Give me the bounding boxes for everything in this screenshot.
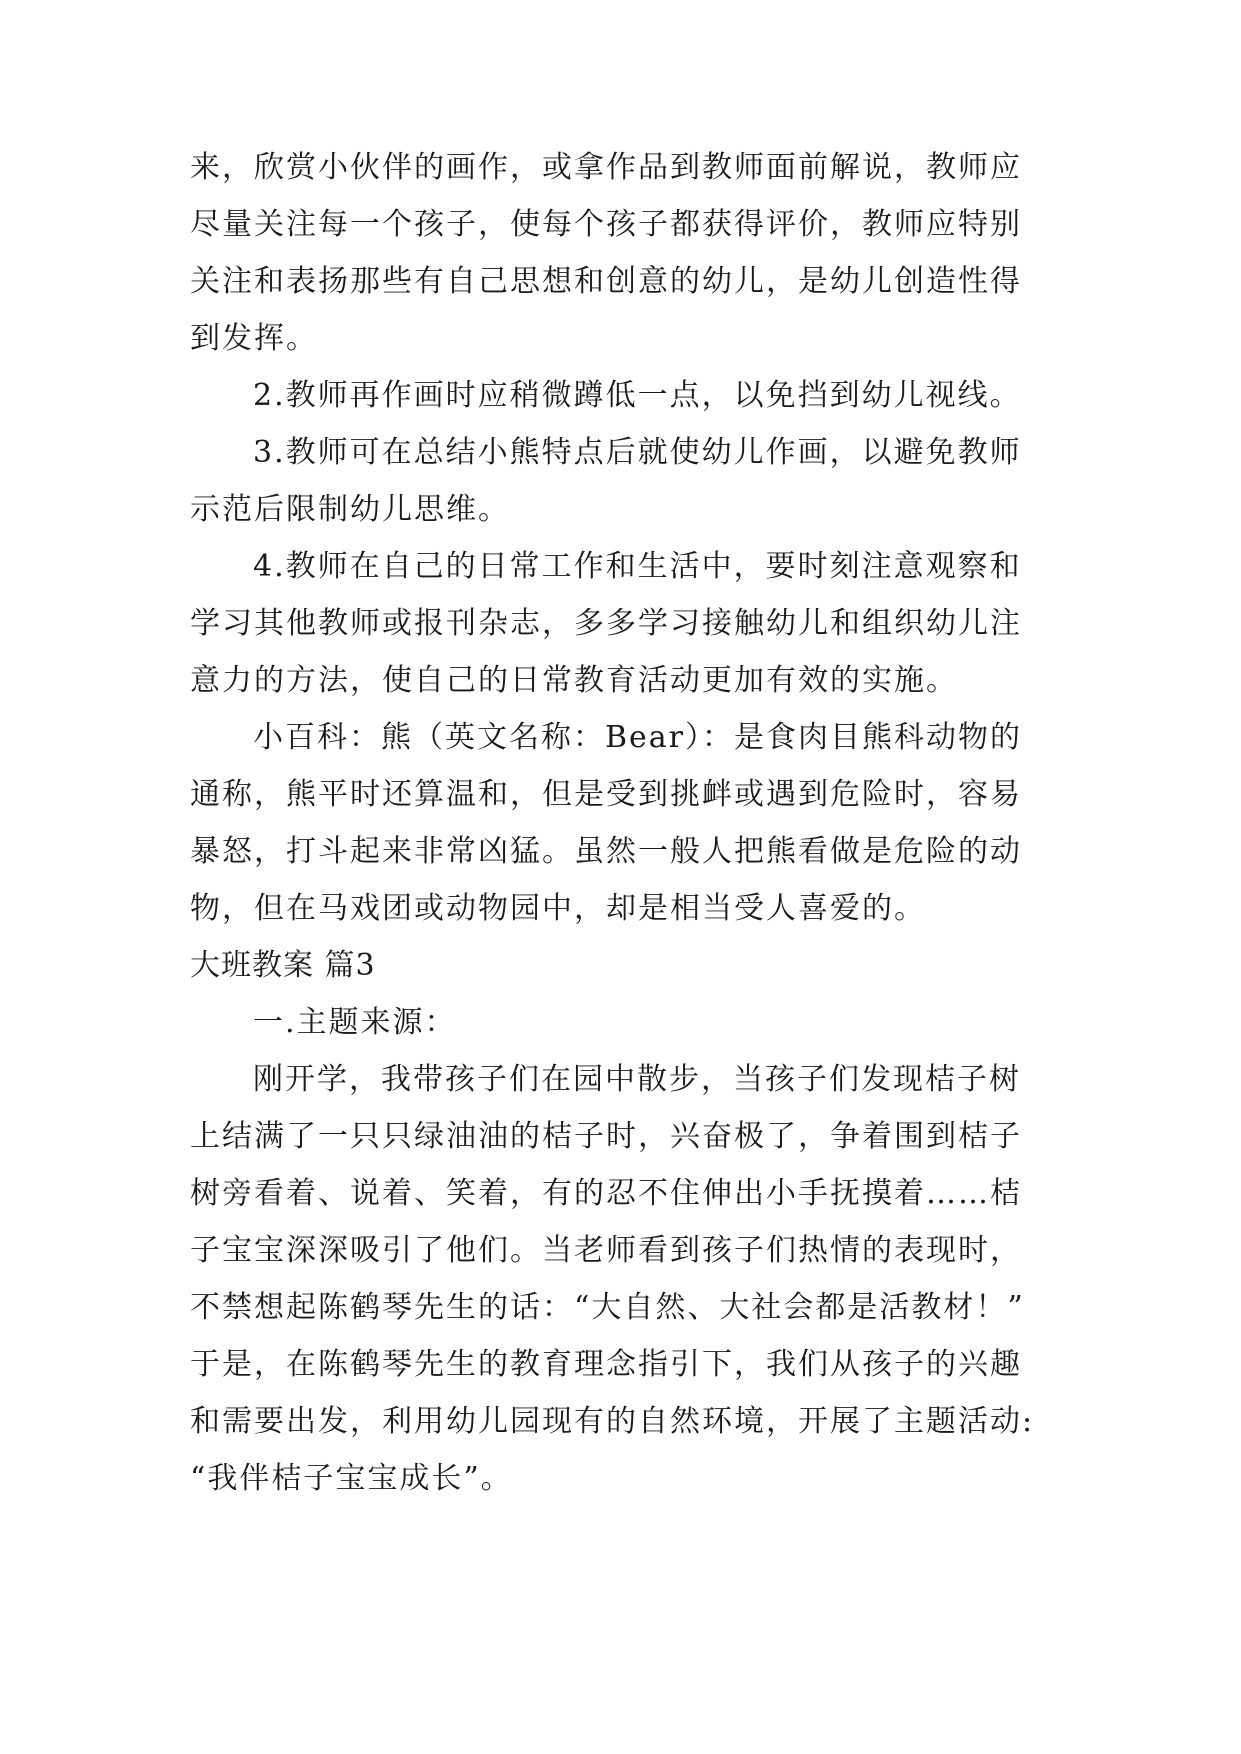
- text-line: 于是，在陈鹤琴先生的教育理念指引下，我们从孩子的兴趣: [190, 1347, 1022, 1382]
- text-line: 一.主题来源：: [253, 1005, 457, 1040]
- text-line: 小百科：熊（英文名称：Bear）：是食肉目熊科动物的: [253, 720, 1023, 755]
- text-line: 通称，熊平时还算温和，但是受到挑衅或遇到危险时，容易: [190, 777, 1022, 812]
- text-line: 3.教师可在总结小熊特点后就使幼儿作画，以避免教师: [253, 435, 1022, 470]
- text-line: 尽量关注每一个孩子，使每个孩子都获得评价，教师应特别: [190, 207, 1022, 242]
- text-line: 子宝宝深深吸引了他们。当老师看到孩子们热情的表现时，: [190, 1233, 1022, 1268]
- text-line: 不禁想起陈鹤琴先生的话：“大自然、大社会都是活教材！”: [190, 1290, 1025, 1325]
- text-line: 到发挥。: [190, 321, 318, 356]
- text-line: 和需要出发，利用幼儿园现有的自然环境，开展了主题活动:: [190, 1404, 1035, 1439]
- text-line: “我伴桔子宝宝成长”。: [190, 1461, 513, 1496]
- text-line: 4.教师在自己的日常工作和生活中，要时刻注意观察和: [253, 549, 1022, 584]
- text-line: 刚开学，我带孩子们在园中散步，当孩子们发现桔子树: [253, 1062, 1021, 1097]
- text-line: 来，欣赏小伙伴的画作，或拿作品到教师面前解说，教师应: [190, 150, 1022, 185]
- text-line: 关注和表扬那些有自己思想和创意的幼儿，是幼儿创造性得: [190, 264, 1022, 299]
- text-line: 示范后限制幼儿思维。: [190, 492, 510, 527]
- text-line: 物，但在马戏团或动物园中，却是相当受人喜爱的。: [190, 891, 926, 926]
- text-line: 学习其他教师或报刊杂志，多多学习接触幼儿和组织幼儿注: [190, 606, 1022, 641]
- text-line: 意力的方法，使自己的日常教育活动更加有效的实施。: [190, 663, 958, 698]
- text-line: 上结满了一只只绿油油的桔子时，兴奋极了，争着围到桔子: [190, 1119, 1022, 1154]
- text-line: 2.教师再作画时应稍微蹲低一点，以免挡到幼儿视线。: [253, 378, 1022, 413]
- text-line: 暴怒，打斗起来非常凶猛。虽然一般人把熊看做是危险的动: [190, 834, 1022, 869]
- text-line: 树旁看着、说着、笑着，有的忍不住伸出小手抚摸着……桔: [190, 1176, 1022, 1211]
- section-title: 大班教案 篇3: [190, 948, 376, 983]
